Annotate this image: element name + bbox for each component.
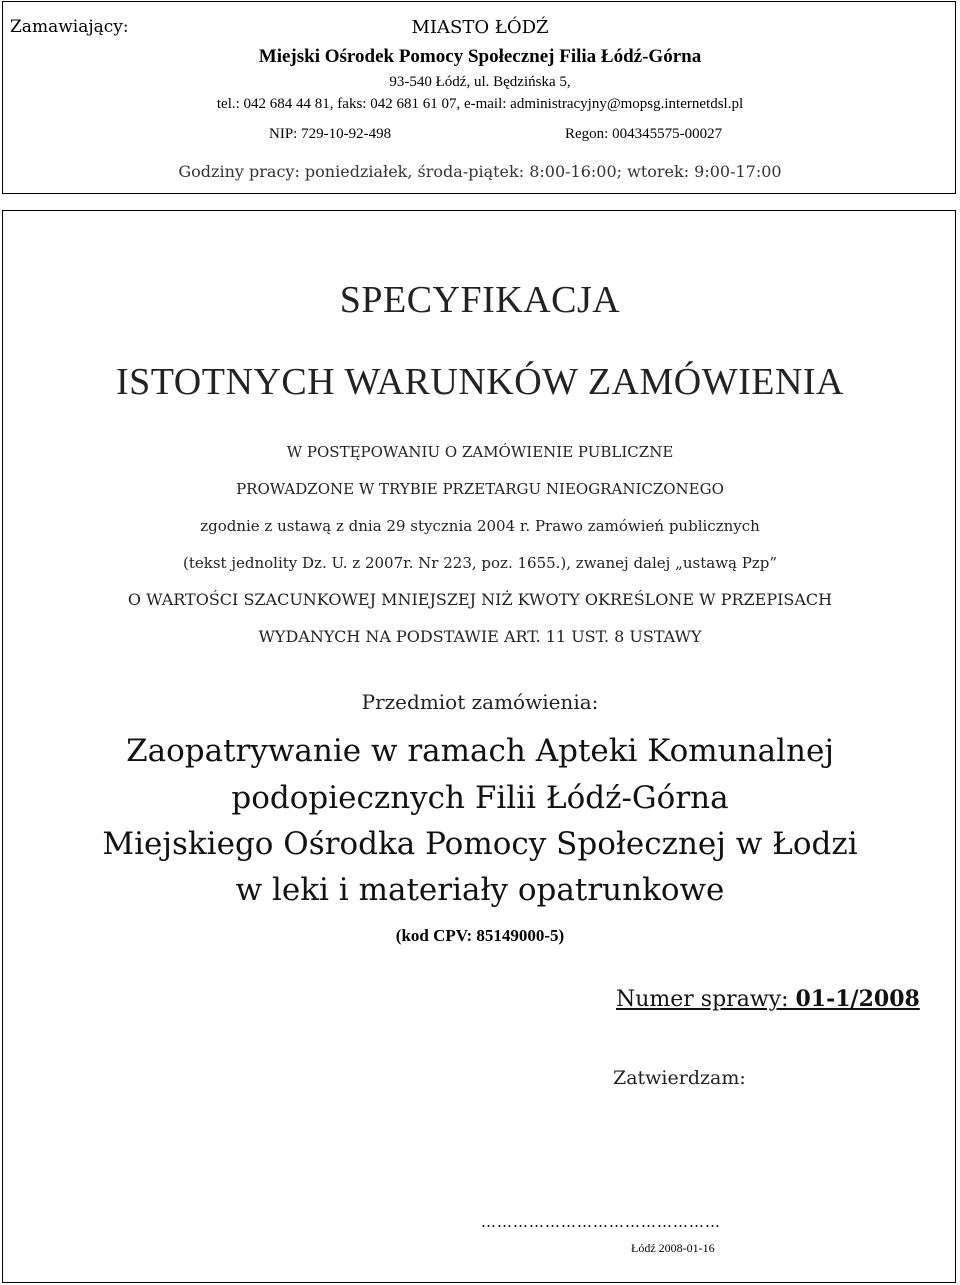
procedure-line-1: W POSTĘPOWANIU O ZAMÓWIENIE PUBLICZNE	[286, 443, 674, 461]
subject-line-3: Miejskiego Ośrodka Pomocy Społecznej w Łodzi	[102, 826, 858, 862]
address: 93-540 Łódź, ul. Będzińska 5,	[389, 74, 571, 90]
case-number-value: 01-1/2008	[795, 986, 920, 1012]
procedure-line-3: zgodnie z ustawą z dnia 29 stycznia 2004 r. Prawo zamówień publicznych	[200, 517, 760, 535]
title-line-2: ISTOTNYCH WARUNKÓW ZAMÓWIENIA	[115, 361, 844, 403]
regon-number: Regon: 004345575-00027	[565, 126, 723, 142]
subject-label: Przedmiot zamówienia:	[361, 690, 599, 714]
procedure-line-2: PROWADZONE W TRYBIE PRZETARGU NIEOGRANICZONEGO	[236, 480, 724, 498]
cpv-code: (kod CPV: 85149000-5)	[395, 926, 565, 945]
procedure-line-4: (tekst jednolity Dz. U. z 2007r. Nr 223, poz. 1655.), zwanej dalej „ustawą Pzp”	[182, 554, 778, 572]
subject-line-4: w leki i materiały opatrunkowe	[235, 872, 725, 908]
approval-label: Zatwierdzam:	[613, 1067, 746, 1089]
subject-line-2: podopiecznych Filii Łódź-Górna	[231, 780, 729, 816]
approval-date: Łódź 2008-01-16	[631, 1241, 715, 1255]
case-number	[616, 986, 920, 1012]
nip-number: NIP: 729-10-92-498	[269, 126, 392, 142]
procedure-line-5: O WARTOŚCI SZACUNKOWEJ MNIEJSZEJ NIŻ KWOTY OKREŚLONE W PRZEPISACH	[127, 590, 833, 609]
subject-line-1: Zaopatrywanie w ramach Apteki Komunalnej	[126, 733, 834, 769]
title-line-1: SPECYFIKACJA	[339, 279, 621, 321]
institution-name: Miejski Ośrodek Pomocy Społecznej Filia Łódź-Górna	[258, 46, 702, 67]
case-number-label: Numer sprawy:	[616, 987, 796, 1012]
client-label: Zamawiający:	[10, 17, 129, 37]
procedure-line-6: WYDANYCH NA PODSTAWIE ART. 11 UST. 8 USTAWY	[258, 627, 702, 646]
city-name: MIASTO ŁÓDŹ	[411, 17, 549, 38]
office-hours: Godziny pracy: poniedziałek, środa-piątek: 8:00-16:00; wtorek: 9:00-17:00	[178, 162, 782, 181]
contact-info: tel.: 042 684 44 81, faks: 042 681 61 07, e-mail: administracyjny@mopsg.internetdsl.pl	[216, 96, 744, 112]
signature-line: ………………………………………	[481, 1213, 721, 1231]
